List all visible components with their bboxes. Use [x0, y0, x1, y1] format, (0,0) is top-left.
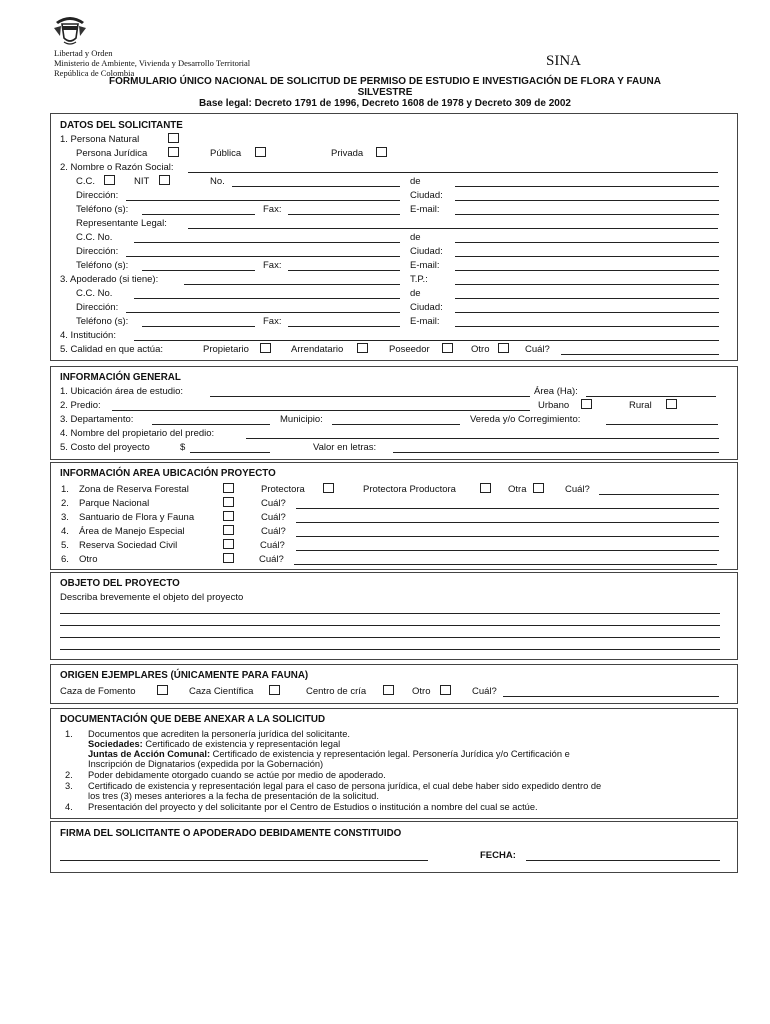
- form-title-line2: SILVESTRE: [357, 87, 413, 98]
- persona-natural-checkbox[interactable]: [168, 133, 179, 143]
- signature-field[interactable]: [60, 860, 428, 861]
- persona-natural-row: [60, 134, 728, 146]
- institucion-row: [60, 330, 728, 342]
- departamento-field[interactable]: [152, 424, 270, 425]
- label: Ciudad:: [410, 246, 443, 257]
- label: Cuál?: [261, 498, 286, 509]
- section-origen: [50, 664, 738, 704]
- label: 3. Departamento:: [60, 414, 134, 425]
- item-label: Reserva Sociedad Civil: [79, 540, 178, 551]
- calidad-row: [60, 344, 728, 356]
- section-title: INFORMACIÓN AREA UBICACIÓN PROYECTO: [60, 468, 276, 479]
- section-title: DOCUMENTACIÓN QUE DEBE ANEXAR A LA SOLICITUD: [60, 714, 326, 725]
- item-number: 1.: [61, 484, 69, 495]
- label: 4. Nombre del propietario del predio:: [60, 428, 215, 439]
- otra-checkbox[interactable]: [533, 483, 544, 493]
- valor-letras-field[interactable]: [393, 452, 719, 453]
- label: Protectora Productora: [363, 484, 456, 495]
- apo-direccion-field[interactable]: [126, 312, 400, 313]
- juntas-text-cont: Inscripción de Dignatarios (expedida por la Gobernación): [88, 759, 324, 769]
- ministry: Ministerio de Ambiente, Vivienda y Desarrollo Territorial: [54, 58, 251, 68]
- item-label: Área de Manejo Especial: [79, 526, 185, 537]
- caza-cientifica-checkbox[interactable]: [269, 685, 280, 695]
- fax-field[interactable]: [288, 214, 400, 215]
- label: Cuál?: [261, 512, 286, 523]
- section-title: OBJETO DEL PROYECTO: [60, 578, 180, 589]
- apo-cc-origin-field[interactable]: [455, 298, 719, 299]
- cual-field[interactable]: [296, 550, 719, 551]
- section-area-proyecto: [50, 462, 738, 570]
- label: Centro de cría: [306, 686, 367, 697]
- area-field[interactable]: [586, 396, 716, 397]
- fecha-label: FECHA:: [480, 850, 516, 861]
- item-text: Poder debidamente otorgado cuando se actúe por medio de apoderado.: [88, 770, 386, 780]
- item-label: Santuario de Flora y Fauna: [79, 512, 195, 523]
- cual-field[interactable]: [296, 522, 719, 523]
- nombre-field[interactable]: [188, 172, 718, 173]
- origen-row: [60, 686, 728, 698]
- publica-checkbox[interactable]: [255, 147, 266, 157]
- cual-field[interactable]: [296, 508, 719, 509]
- apo-telefono-field[interactable]: [142, 326, 255, 327]
- label: 4. Institución:: [60, 330, 116, 341]
- motto: Libertad y Orden: [54, 48, 113, 58]
- label: Otro: [471, 344, 490, 355]
- label: C.C. No.: [76, 232, 113, 243]
- item-number: 6.: [61, 554, 69, 565]
- institucion-field[interactable]: [134, 340, 719, 341]
- label: No.: [210, 176, 225, 187]
- fecha-field[interactable]: [526, 860, 720, 861]
- item-text: Presentación del proyecto y del solicitante por el Centro de Estudios o institución a nombre del cual se actúe.: [88, 802, 538, 812]
- juntas-text: Certificado de existencia y representación legal. Personería Jurídica y/o Certificación e: [210, 749, 570, 759]
- propietario-predio-field[interactable]: [246, 438, 719, 439]
- id-number-field[interactable]: [232, 186, 400, 187]
- label: Propietario: [203, 344, 249, 355]
- item-checkbox[interactable]: [223, 497, 234, 507]
- label: C.C. No.: [76, 288, 113, 299]
- label: Área (Ha):: [534, 386, 578, 397]
- label: Poseedor: [389, 344, 430, 355]
- section-objeto: [50, 572, 738, 660]
- label: Otro: [412, 686, 431, 697]
- label: de: [410, 288, 421, 299]
- label: Teléfono (s):: [76, 260, 129, 271]
- tp-field[interactable]: [455, 284, 719, 285]
- apoderado-row: [60, 274, 728, 286]
- arrendatario-checkbox[interactable]: [357, 343, 368, 353]
- persona-juridica-row: [60, 148, 728, 160]
- label: Vereda y/o Corregimiento:: [470, 414, 581, 425]
- ubicacion-row: [60, 386, 728, 398]
- label: Persona Jurídica: [76, 148, 148, 159]
- propietario-predio-row: [60, 428, 728, 440]
- rep-telefono-field[interactable]: [142, 270, 255, 271]
- republic: República de Colombia: [54, 68, 135, 78]
- apo-fax-field[interactable]: [288, 326, 400, 327]
- label: Cuál?: [472, 686, 497, 697]
- item-number: 5.: [61, 540, 69, 551]
- item-label: Otro: [79, 554, 98, 565]
- label: T.P.:: [410, 274, 428, 285]
- area-item-row: [60, 526, 728, 538]
- item-checkbox[interactable]: [223, 539, 234, 549]
- propietario-checkbox[interactable]: [260, 343, 271, 353]
- label: Dirección:: [76, 302, 119, 313]
- item-text-cont: los tres (3) meses anteriores a la fecha de presentación de la solicitud.: [88, 791, 379, 801]
- predio-field[interactable]: [112, 410, 530, 411]
- cual-field[interactable]: [296, 536, 719, 537]
- section-solicitante: [50, 113, 738, 361]
- rep-direccion-row: [60, 246, 728, 258]
- ubicacion-field[interactable]: [210, 396, 530, 397]
- item-label: Zona de Reserva Forestal: [79, 484, 189, 495]
- legal-basis: Base legal: Decreto 1791 de 1996, Decreto 1608 de 1978 y Decreto 309 de 2002: [199, 98, 571, 109]
- label: Dirección:: [76, 246, 119, 257]
- label: Representante Legal:: [76, 218, 167, 229]
- item-number: 3.: [61, 512, 69, 523]
- id-row: [60, 176, 728, 188]
- cual-field[interactable]: [294, 564, 717, 565]
- privada-checkbox[interactable]: [376, 147, 387, 157]
- label: de: [410, 232, 421, 243]
- item-text: Documentos que acrediten la personería jurídica del solicitante.: [88, 729, 351, 739]
- sociedades-text: Certificado de existencia y representación legal: [142, 739, 341, 749]
- item-number: 3.: [65, 781, 73, 791]
- apo-telefono-row: [60, 316, 728, 328]
- cual-field[interactable]: [599, 494, 719, 495]
- label: Cuál?: [259, 554, 284, 565]
- label: Caza de Fomento: [60, 686, 136, 697]
- dollar-sign: $: [180, 442, 186, 453]
- direccion-row: [60, 190, 728, 202]
- label: Privada: [331, 148, 364, 159]
- form-title-line1: FORMULARIO ÚNICO NACIONAL DE SOLICITUD DE PERMISO DE ESTUDIO E INVESTIGACIÓN DE FLORA Y FAUNA: [109, 76, 661, 87]
- section-general: [50, 366, 738, 460]
- label: 5. Calidad en que actúa:: [60, 344, 163, 355]
- sociedades-label: Sociedades:: [88, 739, 143, 749]
- costo-field[interactable]: [190, 452, 270, 453]
- label: 1. Persona Natural: [60, 134, 140, 145]
- label: Ciudad:: [410, 302, 443, 313]
- municipio-field[interactable]: [332, 424, 460, 425]
- centro-cria-checkbox[interactable]: [383, 685, 394, 695]
- label: 2. Nombre o Razón Social:: [60, 162, 174, 173]
- telefono-field[interactable]: [142, 214, 255, 215]
- label: C.C.: [76, 176, 95, 187]
- label: Ciudad:: [410, 190, 443, 201]
- costo-row: [60, 442, 728, 454]
- nit-checkbox[interactable]: [159, 175, 170, 185]
- direccion-field[interactable]: [126, 200, 400, 201]
- label: Teléfono (s):: [76, 316, 129, 327]
- rep-cc-field[interactable]: [134, 242, 400, 243]
- label: Cuál?: [565, 484, 590, 495]
- label: Fax:: [263, 316, 282, 327]
- item-text: Certificado de existencia y representación legal para el caso de persona jurídica, el cual debe haber sido expedido dentro de: [88, 781, 602, 791]
- representante-row: [60, 218, 728, 230]
- apo-ciudad-field[interactable]: [455, 312, 719, 313]
- item-checkbox[interactable]: [223, 525, 234, 535]
- protectora-checkbox[interactable]: [323, 483, 334, 493]
- label: Pública: [210, 148, 242, 159]
- apoderado-field[interactable]: [184, 284, 400, 285]
- telefono-row: [60, 204, 728, 216]
- item-number: 2.: [61, 498, 69, 509]
- sina-brand: SINA: [546, 53, 582, 69]
- label: Fax:: [263, 204, 282, 215]
- item-number: 1.: [65, 729, 73, 739]
- label: Valor en letras:: [313, 442, 377, 453]
- objeto-line-2[interactable]: [60, 625, 720, 626]
- label: Protectora: [261, 484, 305, 495]
- section-firma: [50, 821, 738, 873]
- calidad-cual-field[interactable]: [561, 354, 719, 355]
- label: 3. Apoderado (si tiene):: [60, 274, 159, 285]
- item-number: 2.: [65, 770, 73, 780]
- label: NIT: [134, 176, 150, 187]
- label: Municipio:: [280, 414, 323, 425]
- area-item-row: [60, 512, 728, 524]
- urbano-checkbox[interactable]: [581, 399, 592, 409]
- item-number: 4.: [65, 802, 73, 812]
- departamento-row: [60, 414, 728, 426]
- label: Arrendatario: [291, 344, 344, 355]
- area-item-row: [60, 484, 728, 496]
- caza-fomento-checkbox[interactable]: [157, 685, 168, 695]
- rural-checkbox[interactable]: [666, 399, 677, 409]
- rep-telefono-row: [60, 260, 728, 272]
- rep-ciudad-field[interactable]: [455, 256, 719, 257]
- label: 2. Predio:: [60, 400, 101, 411]
- label: E-mail:: [410, 260, 440, 271]
- protectora-productora-checkbox[interactable]: [480, 483, 491, 493]
- item-checkbox[interactable]: [223, 553, 234, 563]
- persona-juridica-checkbox[interactable]: [168, 147, 179, 157]
- objeto-instruction: Describa brevemente el objeto del proyecto: [60, 592, 244, 603]
- section-title: FIRMA DEL SOLICITANTE O APODERADO DEBIDAMENTE CONSTITUIDO: [60, 828, 402, 839]
- rep-fax-field[interactable]: [288, 270, 400, 271]
- apo-cc-field[interactable]: [134, 298, 400, 299]
- label: 1. Ubicación área de estudio:: [60, 386, 184, 397]
- section-title: DATOS DEL SOLICITANTE: [60, 120, 183, 131]
- label: Cuál?: [261, 526, 286, 537]
- juntas-label: Juntas de Acción Comunal:: [88, 749, 211, 759]
- label: 5. Costo del proyecto: [60, 442, 150, 453]
- label: Caza Científica: [189, 686, 254, 697]
- label: Fax:: [263, 260, 282, 271]
- item-number: 4.: [61, 526, 69, 537]
- label: E-mail:: [410, 316, 440, 327]
- rep-cc-row: [60, 232, 728, 244]
- label: Cuál?: [525, 344, 550, 355]
- predio-row: [60, 400, 728, 412]
- ciudad-field[interactable]: [455, 200, 719, 201]
- label: Cuál?: [260, 540, 285, 551]
- colombia-crest-icon: [52, 14, 88, 46]
- apo-cc-row: [60, 288, 728, 300]
- section-documentacion: [50, 708, 738, 819]
- area-item-row: [60, 540, 728, 552]
- rep-cc-origin-field[interactable]: [455, 242, 719, 243]
- objeto-line-4[interactable]: [60, 649, 720, 650]
- item-checkbox[interactable]: [223, 483, 234, 493]
- otro-checkbox[interactable]: [440, 685, 451, 695]
- nombre-row: [60, 162, 728, 174]
- item-checkbox[interactable]: [223, 511, 234, 521]
- label: Teléfono (s):: [76, 204, 129, 215]
- representante-field[interactable]: [188, 228, 718, 229]
- area-item-row: [60, 498, 728, 510]
- label: Dirección:: [76, 190, 119, 201]
- section-title: ORIGEN EJEMPLARES (ÚNICAMENTE PARA FAUNA): [60, 670, 309, 681]
- email-field[interactable]: [455, 214, 719, 215]
- objeto-line-3[interactable]: [60, 637, 720, 638]
- apo-email-field[interactable]: [455, 326, 719, 327]
- apo-direccion-row: [60, 302, 728, 314]
- label: Urbano: [538, 400, 570, 411]
- section-title: INFORMACIÓN GENERAL: [60, 372, 181, 383]
- objeto-line-1[interactable]: [60, 613, 720, 614]
- label: de: [410, 176, 421, 187]
- label: Rural: [629, 400, 652, 411]
- rep-email-field[interactable]: [455, 270, 719, 271]
- origen-cual-field[interactable]: [503, 696, 719, 697]
- area-item-row: [60, 554, 728, 566]
- label: Otra: [508, 484, 527, 495]
- id-origin-field[interactable]: [455, 186, 719, 187]
- vereda-field[interactable]: [606, 424, 718, 425]
- label: E-mail:: [410, 204, 440, 215]
- item-label: Parque Nacional: [79, 498, 150, 509]
- cc-checkbox[interactable]: [104, 175, 115, 185]
- rep-direccion-field[interactable]: [126, 256, 400, 257]
- otro-checkbox[interactable]: [498, 343, 509, 353]
- poseedor-checkbox[interactable]: [442, 343, 453, 353]
